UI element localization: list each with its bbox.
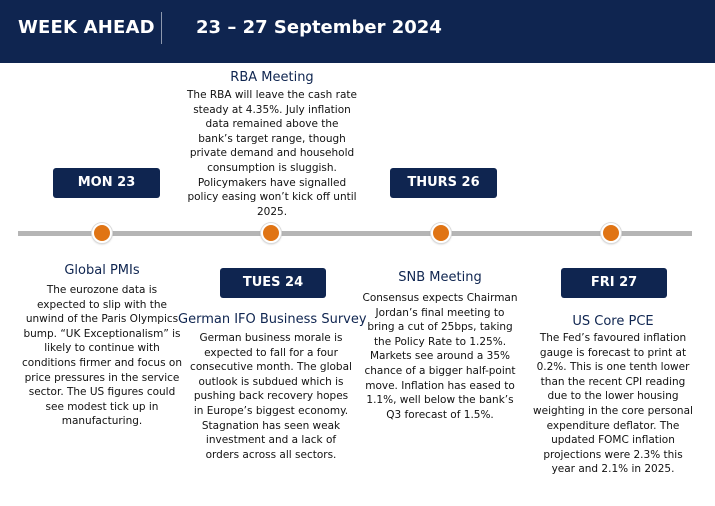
event-title-german-ifo: German IFO Business Survey bbox=[178, 312, 367, 327]
event-title-snb-meeting: SNB Meeting bbox=[398, 270, 482, 285]
header-divider bbox=[161, 12, 162, 44]
event-body-german-ifo: German business morale is expected to fall for a four consecutive month. The global outlook is subdued which is pushing back recovery hopes in Europe’s biggest economy. Stagnation has seen weak investment and a lack of orders across all sectors. bbox=[190, 332, 352, 461]
header-bar bbox=[0, 0, 715, 63]
event-body-us-core-pce: The Fed’s favoured inflation gauge is forecast to print at 0.2%. This is one tenth lower than the recent CPI reading due to the lower housing weighting in the core personal expenditure deflator. The updated FOMC inflation projections were 2.3% this year and 2.1% in 2025. bbox=[533, 332, 693, 476]
timeline-dot-thurs bbox=[431, 223, 451, 243]
header-title: WEEK AHEAD bbox=[18, 17, 155, 38]
timeline-dot-fri bbox=[601, 223, 621, 243]
event-body-global-pmis: The eurozone data is expected to slip with the unwind of the Paris Olympics bump. “UK Exceptionalism” is likely to continue with conditions firmer and focus on price pressures in the service sector. The US figures could see modest tick up in manufacturing. bbox=[22, 284, 182, 428]
timeline-dot-tues bbox=[261, 223, 281, 243]
event-title-us-core-pce: US Core PCE bbox=[572, 314, 654, 329]
event-title-global-pmis: Global PMIs bbox=[64, 263, 140, 278]
header-date-range: 23 – 27 September 2024 bbox=[196, 17, 442, 38]
day-badge-mon: MON 23 bbox=[53, 168, 160, 198]
timeline-line bbox=[18, 231, 692, 236]
timeline-dot-mon bbox=[92, 223, 112, 243]
day-badge-tues: TUES 24 bbox=[220, 268, 326, 298]
event-title-rba-meeting: RBA Meeting bbox=[230, 70, 314, 85]
event-body-snb-meeting: Consensus expects Chairman Jordan’s final meeting to bring a cut of 25bps, taking the Policy Rate to 1.25%. Markets see around a 35% chance of a bigger half-point move. Inflation has eased to 1.1%, well below the bank’s Q3 forecast of 1.5%. bbox=[362, 292, 518, 421]
day-badge-thurs: THURS 26 bbox=[390, 168, 497, 198]
day-badge-fri: FRI 27 bbox=[561, 268, 667, 298]
event-body-rba-meeting: The RBA will leave the cash rate steady at 4.35%. July inflation data remained above the bank’s target range, though private demand and household consumption is sluggish. Policymakers have signalled policy easing won’t kick off until 2025. bbox=[187, 89, 357, 218]
